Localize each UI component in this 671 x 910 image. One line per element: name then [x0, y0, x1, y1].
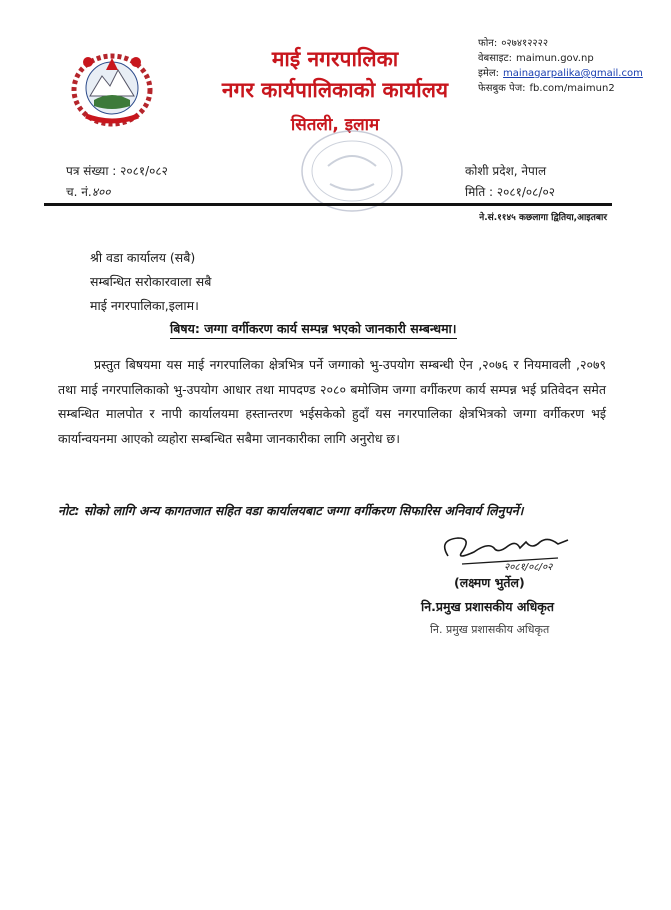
nepal-emblem-logo: [66, 40, 158, 130]
letter-body: प्रस्तुत बिषयमा यस माई नगरपालिका क्षेत्रभित्र पर्ने जग्गाको भु-उपयोग सम्बन्धी ऐन ,२०७६ र नियमावली ,२०७९ तथा माई नगरपालिकाको भु-उपयोग आधार तथा मापदण्ड २०८० बमोजिम जग्गा वर्गीकरण कार्य सम्पन्न भई प्रतिवेदन समेत सम्बन्धित मालपोत र नापी कार्यालयमा हस्तान्तरण भईसकेको हुदाँ यस नगरपालिका क्षेत्रभित्रको जग्गा वर्गीकरण भई कार्यान्वयनमा आएको व्यहोरा सम्बन्धित सबैमा जानकारीका लागि अनुरोध छ।: [58, 357, 606, 446]
dispatch-number: च. नं.४००: [66, 185, 111, 199]
header-divider: [44, 203, 612, 206]
recipient-line: सम्बन्धित सरोकारवाला सबै: [90, 274, 212, 289]
recipient-line: माई नगरपालिका,इलाम।: [90, 298, 199, 313]
recipient-line: श्री वडा कार्यालय (सबै): [90, 250, 196, 265]
org-name-line1: माई नगरपालिका: [271, 47, 399, 71]
signatory-title: नि.प्रमुख प्रशासकीय अधिकृत: [421, 599, 555, 614]
contact-email: इमेल: mainagarpalika@gmail.com: [478, 68, 643, 79]
org-name-line2: नगर कार्यपालिकाको कार्यालय: [221, 78, 449, 102]
contact-facebook: फेसबुक पेज: fb.com/maimun2: [478, 83, 615, 94]
contact-website: वेबसाइट: maimun.gov.np: [478, 53, 594, 64]
signatory-name: (लक्ष्मण भुर्तेल): [454, 575, 525, 590]
org-address: सितली, इलाम: [290, 115, 380, 135]
nepal-sambat-date: ने.सं.११४५ कछलागा द्वितिया,आइतबार: [479, 213, 607, 223]
issue-date: मिति : २०८१/०८/०२: [465, 185, 555, 199]
letter-note: नोट: सोको लागि अन्य कागतजात सहित वडा कार्यालयबाट जग्गा वर्गीकरण सिफारिस अनिवार्य लिनुपर्ने।: [58, 503, 524, 518]
province: कोशी प्रदेश, नेपाल: [465, 164, 547, 178]
svg-text:२०८१/०८/०२: २०८१/०८/०२: [504, 562, 553, 572]
handwritten-signature: [428, 528, 578, 572]
email-link[interactable]: mainagarpalika@gmail.com: [503, 68, 643, 79]
contact-phone: फोन: ०२७४१२२२२: [478, 38, 549, 49]
signatory-stamp: नि. प्रमुख प्रशासकीय अधिकृत: [430, 623, 550, 636]
letter-subject: बिषय: जग्गा वर्गीकरण कार्य सम्पन्न भएको जानकारी सम्बन्धमा।: [170, 320, 457, 339]
reference-number: पत्र संख्या : २०८१/०८२: [66, 164, 168, 178]
